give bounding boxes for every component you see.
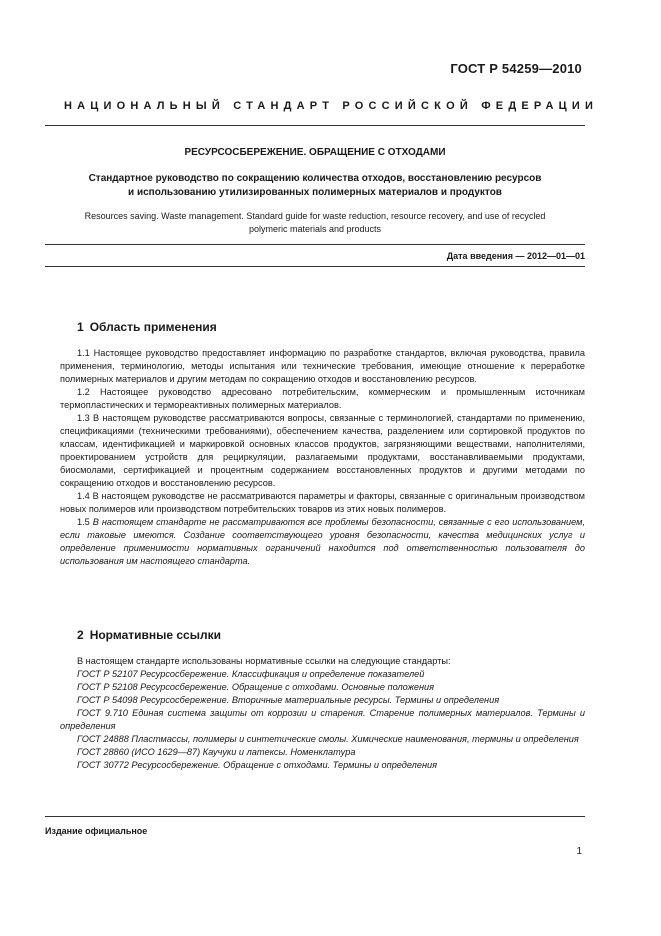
section-2-heading xyxy=(77,628,221,642)
reference-item: ГОСТ Р 52107 Ресурсосбережение. Классификация и определение показателей xyxy=(77,669,425,679)
document-code: ГОСТ Р 54259—2010 xyxy=(450,61,582,76)
reference-item: ГОСТ Р 54098 Ресурсосбережение. Вторичные материальные ресурсы. Термины и определения xyxy=(77,695,500,705)
reference-item: ГОСТ 28860 (ИСО 1629—87) Каучуки и латексы. Номенклатура xyxy=(77,747,356,757)
paragraph-1-5 xyxy=(60,516,585,568)
paragraph-1-4: 1.4 В настоящем руководстве не рассматриваются параметры и факторы, связанные с оригинальным производством новых полимеров или производством потребительских товаров из этих новых полимеров. xyxy=(60,491,585,514)
normative-references xyxy=(60,655,585,772)
footer-divider xyxy=(45,816,585,817)
reference-item: ГОСТ 9.710 Единая система защиты от коррозии и старения. Старение полимерных материалов. Термины и определения xyxy=(60,708,585,731)
reference-item: ГОСТ 24888 Пластмассы, полимеры и синтетические смолы. Химические наименования, термины и определения xyxy=(77,734,579,744)
english-title xyxy=(45,210,585,236)
paragraph-1-5-text: В настоящем стандарте не рассматриваются все проблемы безопасности, связанные с его использованием, если таковые имеются. Создание соответствующего уровня безопасности, качества медицинских услуг и определение применимости нормативных ограничений находится под ответственностью пользователя до использования им настоящего стандарта. xyxy=(60,517,585,566)
reference-item: ГОСТ 30772 Ресурсосбережение. Обращение с отходами. Термины и определения xyxy=(77,760,438,770)
official-edition-label: Издание официальное xyxy=(45,826,148,836)
section-1-heading xyxy=(77,320,217,334)
page-number: 1 xyxy=(576,846,582,857)
section-1-number: 1 xyxy=(77,320,84,334)
english-title-line-2: polymeric materials and products xyxy=(248,224,382,234)
section-2-title: Нормативные ссылки xyxy=(89,628,221,642)
section-1-title: Область применения xyxy=(89,320,217,334)
paragraph-1-1: 1.1 Настоящее руководство предоставляет информацию по разработке стандартов, включая руководства, правила применения, терминологию, методы испытания или технические требования, имеющие отношение к переработке полимерных материалов и другим методам по сокращению отходов и восстановлению ресурсов. xyxy=(60,348,585,384)
english-title-line-1: Resources saving. Waste management. Standard guide for waste reduction, resource recovery, and use of recycled xyxy=(84,211,546,221)
paragraph-1-3: 1.3 В настоящем руководстве рассматриваются вопросы, связанные с терминологией, стандартами по применению, спецификациями (техническими требованиями), обеспечением качества, разделением или сортировкой продуктов по классам, идентификацией и маркировкой основных классов продуктов, загрязняющими веществами, наполнителями, проектированием устройств для рециркуляции, разлагаемыми продуктами, восстанавливаемыми продуктами, биосмолами, сертификацией и процентным содержанием восстановленных продуктов и другими методами по сокращению отходов и восстановлению ресурсов. xyxy=(60,413,585,488)
national-standard-heading: НАЦИОНАЛЬНЫЙ СТАНДАРТ РОССИЙСКОЙ ФЕДЕРАЦИИ xyxy=(63,100,599,112)
standard-title: РЕСУРСОСБЕРЕЖЕНИЕ. ОБРАЩЕНИЕ С ОТХОДАМИ xyxy=(184,147,446,158)
paragraph-1-2: 1.2 Настоящее руководство адресовано потребительским, коммерческим и промышленным источникам термопластических и термореактивных полимерных материалов. xyxy=(60,387,585,410)
standard-subtitle xyxy=(45,172,585,199)
section-1-body xyxy=(60,347,585,568)
subtitle-line-1: Стандартное руководство по сокращению количества отходов, восстановлению ресурсов xyxy=(88,173,542,184)
title-divider xyxy=(45,244,585,245)
subtitle-line-2: и использованию утилизированных полимерных материалов и продуктов xyxy=(128,186,502,198)
references-intro: В настоящем стандарте использованы нормативные ссылки на следующие стандарты: xyxy=(77,656,451,666)
paragraph-1-5-number: 1.5 xyxy=(77,517,90,527)
date-divider xyxy=(45,266,585,267)
reference-item: ГОСТ Р 52108 Ресурсосбережение. Обращение с отходами. Основные положения xyxy=(77,682,435,692)
header-divider-top xyxy=(45,125,585,126)
section-2-number: 2 xyxy=(77,628,84,642)
introduction-date: Дата введения — 2012—01—01 xyxy=(446,251,585,261)
